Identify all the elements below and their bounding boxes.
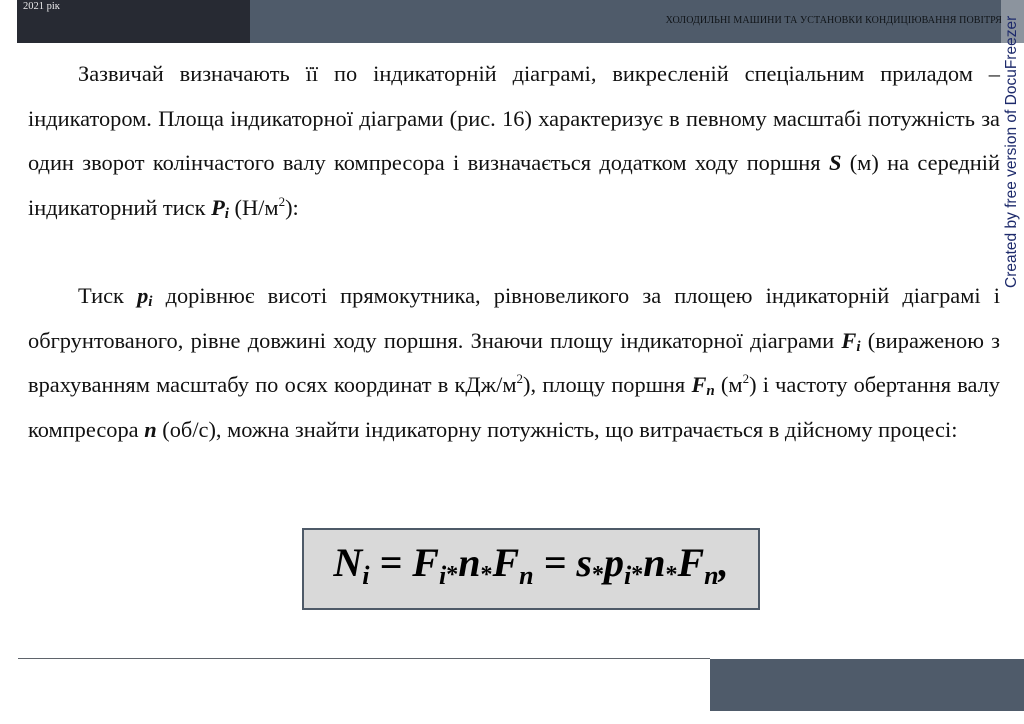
- header-title-band: [250, 0, 1024, 43]
- formula-part: n: [458, 540, 481, 585]
- formula-part: n: [643, 540, 666, 585]
- symbol-p: p: [137, 283, 149, 308]
- formula-part: ,: [718, 540, 729, 585]
- formula-part: N: [333, 540, 363, 585]
- formula-subscript: i: [623, 561, 632, 590]
- formula-part: = s: [533, 540, 592, 585]
- symbol-s: S: [828, 150, 842, 176]
- text: ), площу поршня: [523, 372, 692, 398]
- indicator-power-formula: [333, 539, 728, 591]
- formula-subscript: n: [519, 561, 534, 590]
- subscript-n: n: [706, 383, 715, 400]
- text: дорівнює висоті прямокутника, рівновеликого за площею індикаторній діаграмі і обгрунтованого, рівне довжині ходу поршня. Знаючи площу індикаторної діаграми: [28, 283, 1000, 353]
- formula-subscript: i: [438, 561, 447, 590]
- subscript-i: i: [224, 206, 229, 223]
- subscript-i: i: [856, 338, 861, 355]
- formula-part: F: [677, 540, 705, 585]
- formula-operator: *: [591, 562, 604, 588]
- formula-subscript: n: [704, 561, 719, 590]
- paragraph-pressure: [28, 274, 1000, 453]
- footer-block: [710, 659, 1024, 711]
- text: (Н/м: [228, 195, 279, 221]
- text: Зазвичай визначають її по індикаторній діаграмі, викресленій спеціальним приладом – індикатором. Площа індикаторної діаграми (рис. 16) характеризує в певному масштабі потужність за один зворот колінчастого валу компресора і визначається додатком ходу поршня: [28, 61, 1000, 176]
- symbol-fn: F: [691, 372, 707, 398]
- header-year: 2021 рік: [23, 1, 60, 12]
- formula-operator: *: [480, 562, 493, 588]
- symbol-p: P: [211, 195, 225, 221]
- formula-subscript: i: [362, 561, 370, 590]
- symbol-n: n: [144, 417, 157, 443]
- superscript-2: 2: [516, 371, 524, 387]
- formula-part: p: [603, 540, 624, 585]
- formula-part: = F: [369, 540, 439, 585]
- formula-operator: *: [665, 562, 678, 588]
- text: (м: [714, 372, 743, 398]
- formula-part: F: [492, 540, 520, 585]
- text: (вираженою з врахуванням масштабу по осях координат в кДж/м: [28, 327, 1001, 398]
- header-title: ХОЛОДИЛЬНІ МАШИНИ ТА УСТАНОВКИ КОНДИЦІЮВАННЯ ПОВІТРЯ: [665, 15, 1002, 26]
- formula-operator: *: [446, 562, 459, 588]
- superscript-2: 2: [278, 194, 286, 210]
- watermark: [1001, 0, 1024, 290]
- watermark-text: Created by free version of DocuFreezer: [1003, 15, 1020, 288]
- text: ) і частоту обертання валу компресора: [28, 372, 1000, 443]
- text: (м) на середній індикаторний тиск: [28, 150, 1000, 221]
- formula-box: [302, 528, 760, 610]
- text: (об/с), можна знайти індикаторну потужність, що витрачається в дійсному процесі:: [156, 417, 958, 443]
- superscript-2: 2: [742, 371, 750, 387]
- header-year-band: [17, 0, 250, 43]
- paragraph-indicator-diagram: [28, 52, 1000, 231]
- text: Тиск: [78, 283, 138, 308]
- footer-divider: [18, 658, 710, 659]
- text: ):: [285, 195, 299, 221]
- symbol-f: F: [841, 327, 857, 353]
- formula-operator: *: [631, 562, 644, 588]
- subscript-i: i: [148, 294, 153, 310]
